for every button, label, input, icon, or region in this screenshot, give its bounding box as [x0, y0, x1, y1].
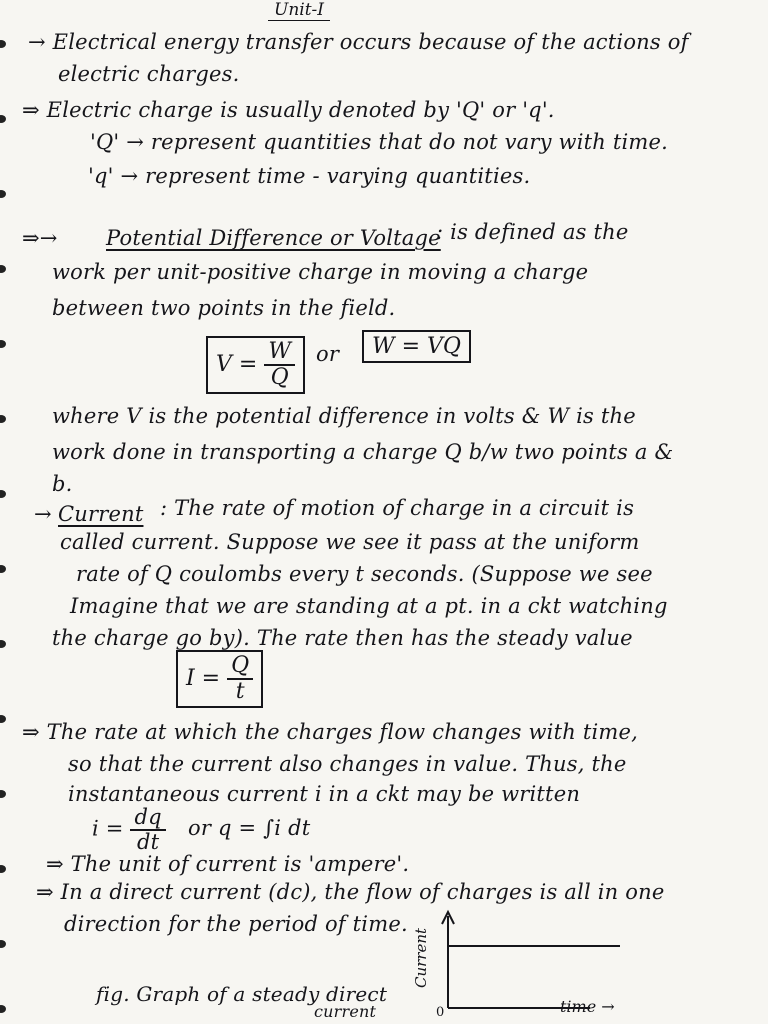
- note-line: rate of Q coulombs every t seconds. (Suppose we see: [76, 562, 653, 586]
- note-line: between two points in the field.: [52, 296, 396, 320]
- formula-text: V =: [216, 352, 258, 378]
- binder-hole: [0, 640, 6, 648]
- formula-integral: or q = ∫i dt: [188, 816, 311, 840]
- note-line: ⇒ The rate at which the charges flow changes with time,: [22, 720, 638, 744]
- formula-text: I =: [186, 666, 221, 692]
- fraction-numerator: W: [264, 340, 295, 366]
- fraction-denominator: t: [235, 679, 245, 705]
- heading-voltage: Potential Difference or Voltage: [106, 226, 441, 250]
- note-line: instantaneous current i in a ckt may be written: [68, 782, 581, 806]
- formula-w-box: W = VQ: [362, 330, 471, 363]
- note-line: called current. Suppose we see it pass at the uniform: [60, 530, 640, 554]
- fraction: [264, 340, 295, 390]
- note-line: electric charges.: [58, 62, 240, 86]
- binder-hole: [0, 340, 6, 348]
- note-line: : is defined as the: [436, 220, 629, 244]
- binder-hole: [0, 115, 6, 123]
- note-line: ⇒→: [22, 226, 58, 250]
- figure-caption: fig. Graph of a steady direct: [96, 982, 388, 1006]
- binder-hole: [0, 790, 6, 798]
- formula-derivative: [92, 806, 166, 854]
- figure-caption: current: [314, 1002, 377, 1021]
- fraction-denominator: dt: [136, 830, 160, 855]
- note-line: ⇒ Electric charge is usually denoted by 'Q' or 'q'.: [22, 98, 555, 122]
- note-line: where V is the potential difference in volts & W is the: [52, 404, 636, 428]
- binder-hole: [0, 715, 6, 723]
- graph-y-label: Current: [412, 927, 430, 988]
- fraction-numerator: Q: [227, 654, 253, 680]
- note-line: the charge go by). The rate then has the steady value: [52, 626, 633, 650]
- note-line: direction for the period of time.: [64, 912, 408, 936]
- note-line: Imagine that we are standing at a pt. in a ckt watching: [70, 594, 668, 618]
- fraction-numerator: dq: [130, 806, 165, 831]
- binder-holes: [0, 0, 12, 1024]
- binder-hole: [0, 265, 6, 273]
- note-line: work per unit-positive charge in moving a charge: [52, 260, 589, 284]
- note-line: b.: [52, 472, 73, 496]
- binder-hole: [0, 865, 6, 873]
- note-line: 'Q' → represent quantities that do not vary with time.: [90, 130, 669, 154]
- note-line: 'q' → represent time - varying quantities.: [88, 164, 531, 188]
- formula-v-box: [206, 336, 305, 394]
- binder-hole: [0, 1005, 6, 1013]
- page-title: Unit-I: [268, 0, 330, 21]
- note-line: ⇒ The unit of current is 'ampere'.: [46, 852, 410, 876]
- formula-i-box: [176, 650, 263, 708]
- dc-current-graph: [412, 908, 640, 1020]
- note-line: ⇒ In a direct current (dc), the flow of charges is all in one: [36, 880, 665, 904]
- note-line: so that the current also changes in value. Thus, the: [68, 752, 627, 776]
- note-line: → Electrical energy transfer occurs because of the actions of: [28, 30, 689, 54]
- note-line: : The rate of motion of charge in a circuit is: [160, 496, 635, 520]
- heading-current: Current: [58, 502, 144, 526]
- binder-hole: [0, 565, 6, 573]
- fraction: [130, 806, 165, 854]
- fraction: [227, 654, 253, 704]
- graph-origin-label: 0: [436, 1005, 445, 1020]
- binder-hole: [0, 190, 6, 198]
- graph-x-label: time →: [560, 997, 615, 1016]
- note-line: work done in transporting a charge Q b/w two points a &: [52, 440, 674, 464]
- or-text: or: [316, 342, 340, 366]
- note-line: →: [34, 502, 52, 526]
- binder-hole: [0, 40, 6, 48]
- binder-hole: [0, 415, 6, 423]
- binder-hole: [0, 940, 6, 948]
- fraction-denominator: Q: [270, 365, 289, 391]
- formula-text: i =: [92, 816, 124, 841]
- binder-hole: [0, 490, 6, 498]
